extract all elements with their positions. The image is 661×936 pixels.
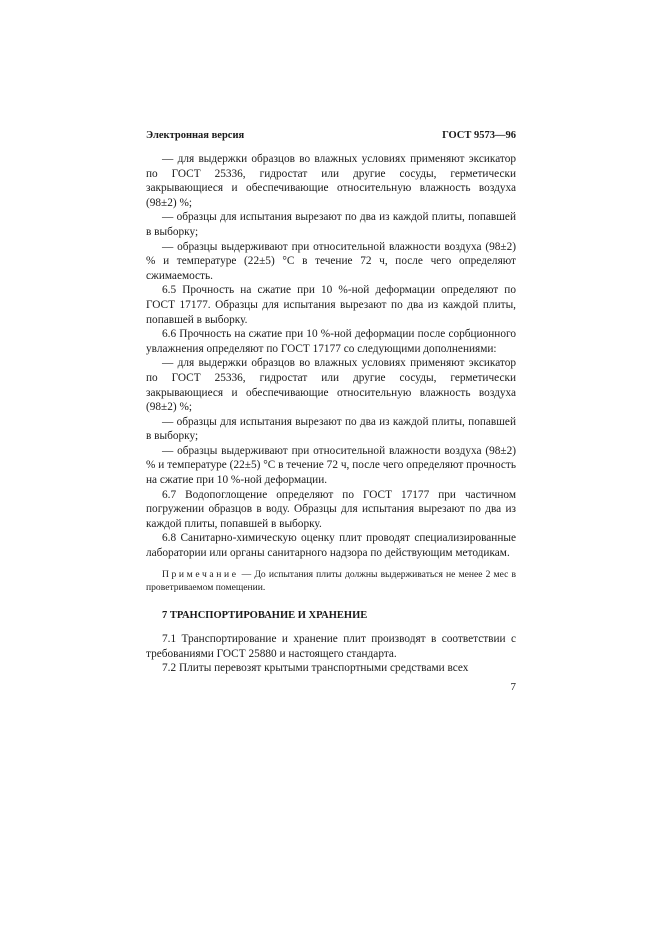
paragraph: — для выдержки образцов во влажных условиях применяют эксикатор по ГОСТ 25336, гидростат или другие сосуды, герметически закрывающиеся и обеспечивающие относительную влажность воздуха (98±2) %; [146,357,516,414]
paragraph: — образцы для испытания вырезают по два из каждой плиты, попавшей в выборку; [146,415,516,443]
paragraph: — образцы для испытания вырезают по два из каждой плиты, попавшей в выборку; [146,211,516,238]
note [146,569,516,594]
section-title: 7 ТРАНСПОРТИРОВАНИЕ И ХРАНЕНИЕ [162,610,368,621]
section-body [146,632,516,676]
page-number: 7 [510,681,516,693]
header-edition-label: Электронная версия [146,130,245,141]
paragraph-6-6: 6.6 Прочность на сжатие при 10 %-ной деформации после сорбционного увлажнения определяют по ГОСТ 17177 со следующими дополнениями: [146,328,516,355]
note-label: Примечание [162,569,239,580]
paragraph: — образцы выдерживают при относительной влажности воздуха (98±2) % и температуре (22±5) °С в течение 72 ч, после чего определяют прочность на сжатие при 10 %-ной деформации. [146,444,516,487]
body-text [146,152,516,561]
paragraph-7-1: 7.1 Транспортирование и хранение плит производят в соответствии с требованиями ГОСТ 25880 и настоящего стандарта. [146,633,516,660]
header-standard-number: ГОСТ 9573—96 [442,130,516,141]
paragraph-6-8: 6.8 Санитарно-химическую оценку плит проводят специализированные лаборатории или органы санитарного надзора по действующим методикам. [146,532,516,560]
paragraph-7-2: 7.2 Плиты перевозят крытыми транспортными средствами всех [162,662,469,675]
note-text: — До испытания плиты должны выдерживаться не менее 2 мес в проветриваемом помещении. [146,569,516,593]
paragraph-6-5: 6.5 Прочность на сжатие при 10 %-ной деформации определяют по ГОСТ 17177. Образцы для испытания вырезают по два из каждой плиты, попавшей в выборку. [146,284,516,326]
paragraph: — для выдержки образцов во влажных условиях применяют эксикатор по ГОСТ 25336, гидростат или другие сосуды, герметически закрывающиеся и обеспечивающие относительную влажность воздуха (98±2) %; [146,153,516,209]
paragraph: — образцы выдерживают при относительной влажности воздуха (98±2) % и температуре (22±5) °С в течение 72 ч, после чего определяют сжимаемость. [146,240,516,282]
paragraph-6-7: 6.7 Водопоглощение определяют по ГОСТ 17177 при частичном погружении образцов в воду. Образцы для испытания вырезают по два из каждой плиты, попавшей в выборку. [146,488,516,530]
